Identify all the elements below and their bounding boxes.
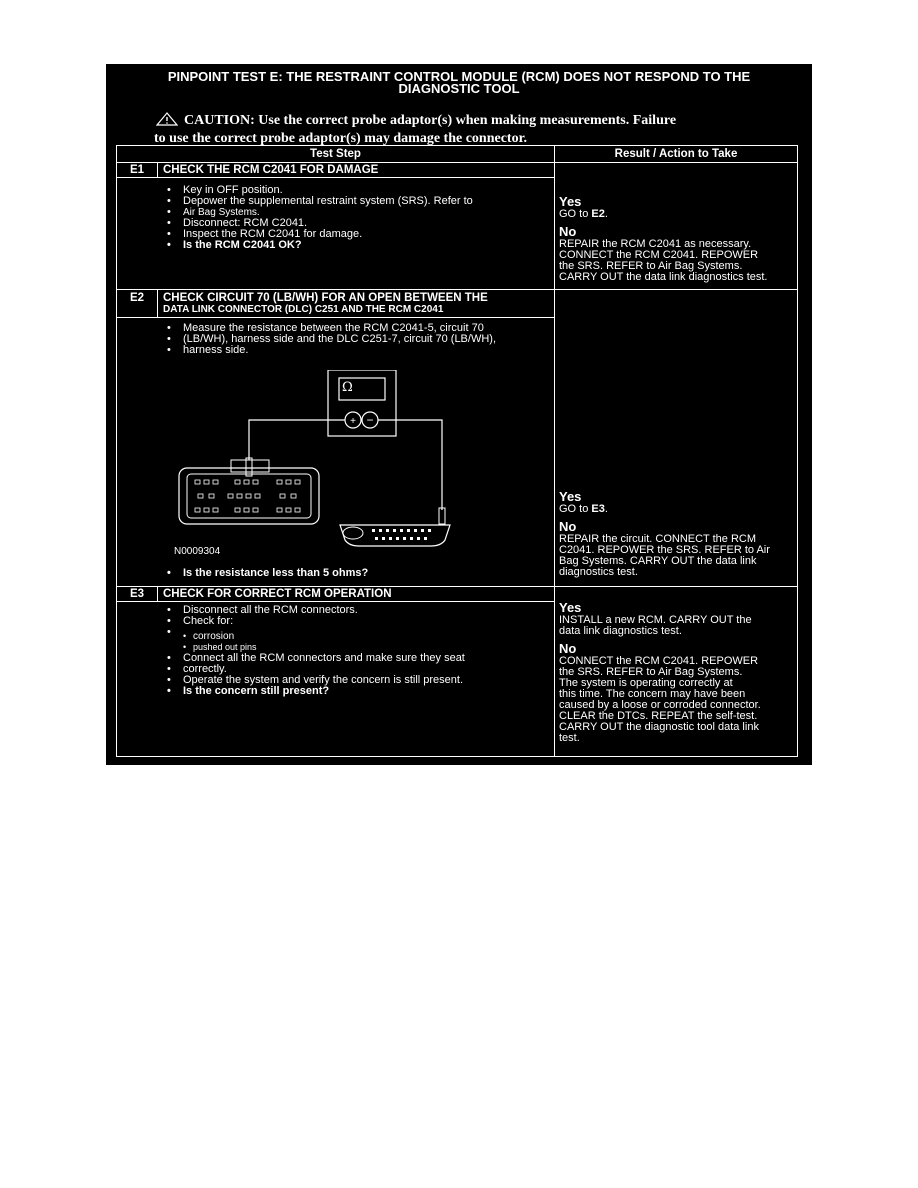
result-e1-no-label: No [559,224,577,239]
result-e2-no-line: diagnostics test. [559,566,638,578]
result-e3-no-label: No [559,641,577,656]
result-e2-yes-text: GO to [559,503,592,515]
result-e3-no-line: test. [559,732,580,744]
svg-text:+: + [350,416,356,427]
step-e3-item: • Check for: [159,616,465,627]
result-e3-no-line: CONNECT the RCM C2041. REPOWER [559,655,759,667]
result-e2-yes-label: Yes [559,489,582,504]
result-e1-no-line: REPAIR the RCM C2041 as necessary. [559,238,752,250]
step-title-e3: CHECK FOR CORRECT RCM OPERATION [157,586,555,602]
result-e3-no-line: CARRY OUT the diagnostic tool data link [559,721,759,733]
step-e3-subitem: • • corrosion [183,631,465,642]
svg-text:−: − [366,413,374,427]
step-e1-question: • Is the RCM C2041 OK? [159,240,473,251]
caution-line2: to use the correct probe adaptor(s) may damage the connector. [154,131,528,146]
step-e1-item: • Depower the supplemental restraint system (SRS). Refer to [159,196,473,207]
result-e1-no-line: CONNECT the RCM C2041. REPOWER [559,249,759,261]
result-e3-yes-line: INSTALL a new RCM. CARRY OUT the [559,614,752,626]
result-e1: Yes GO to E2. No REPAIR the RCM C2041 as necessary. CONNECT the RCM C2041. REPOWER the SRS. REFER to Air Bag Systems. CARRY OUT the data link diagnostics test. [554,162,798,290]
step-id-e2: E2 [116,289,158,318]
test-title-line2: DIAGNOSTIC TOOL [398,81,520,96]
step-e1-item: • Key in OFF position. [159,185,473,196]
result-e3-no-line: this time. The concern may have been [559,688,746,700]
step-body-e1 [116,177,555,290]
step-id-e1: E1 [116,162,158,178]
result-e2-goto: E3 [591,503,605,515]
step-e3-item: • Operate the system and verify the concern is still present. [159,675,465,686]
result-e2: Yes GO to E3. No REPAIR the circuit. CONNECT the RCM C2041. REPOWER the SRS. REFER to Air Bag Systems. CARRY OUT the data link diagnostics test. [554,289,798,587]
col-result-label: Result / Action to Take [614,148,738,160]
result-e3-no-line: the SRS. REFER to Air Bag Systems. [559,666,743,678]
pinpoint-test-sheet [106,64,812,765]
step-e1-item: • Disconnect: RCM C2041. [159,218,473,229]
result-e2-no-line: REPAIR the circuit. CONNECT the RCM [559,533,757,545]
step-body-e3 [116,601,555,757]
result-e2-no-line: C2041. REPOWER the SRS. REFER to Air [559,544,770,556]
step-e1-item-cont: • Air Bag Systems. [159,207,473,218]
result-e2-no-label: No [559,519,577,534]
step-title-e1: CHECK THE RCM C2041 FOR DAMAGE [157,162,555,178]
step-body-e2 [116,317,555,587]
result-e3-no-line: The system is operating correctly at [559,677,733,689]
test-table [116,145,798,757]
result-e3-yes-label: Yes [559,600,582,615]
result-e3-no-line: CLEAR the DTCs. REPEAT the self-test. [559,710,758,722]
step-e2-item-cont: • (LB/WH), harness side and the DLC C251-7, circuit 70 (LB/WH), [159,334,496,345]
caution-triangle-icon [156,112,178,131]
col-test-step-header [116,145,555,163]
caution-line1: CAUTION: Use the correct probe adaptor(s) when making measurements. Failure [184,113,677,128]
result-e3-yes-line: data link diagnostics test. [559,625,682,637]
result-e2-no-line: Bag Systems. CARRY OUT the data link [559,555,757,567]
result-e1-yes-label: Yes [559,194,582,209]
step-e3-item: • Disconnect all the RCM connectors. [159,605,465,616]
col-result-header [554,145,798,163]
result-e1-yes-text: GO to [559,208,592,220]
step-title-e2: CHECK CIRCUIT 70 (LB/WH) FOR AN OPEN BETWEEN THE DATA LINK CONNECTOR (DLC) C251 AND THE RCM C2041 [157,289,555,318]
step-e3-question: • Is the concern still present? [159,686,465,697]
col-test-step-label: Test Step [310,148,361,160]
result-e3-no-line: caused by a loose or corroded connector. [559,699,761,711]
result-e1-goto: E2 [591,208,605,220]
result-e3 [554,586,798,757]
step-e2-question: • Is the resistance less than 5 ohms? [159,568,368,579]
caution-note [156,112,796,147]
circuit-diagram [167,370,457,570]
step-e2-item-cont: • harness side. [159,345,496,356]
step-id-e3: E3 [116,586,158,602]
meter-ohm-symbol: Ω [342,380,353,395]
step-e3-item: • Connect all the RCM connectors and make sure they seat [159,653,465,664]
step-e3-sublist [159,627,465,653]
result-e1-no-line: the SRS. REFER to Air Bag Systems. [559,260,743,272]
step-e1-item: • Inspect the RCM C2041 for damage. [159,229,473,240]
step-e3-item-cont: • correctly. [159,664,465,675]
figure-id: N0009304 [174,546,221,557]
test-title-line1: PINPOINT TEST E: THE RESTRAINT CONTROL MODULE (RCM) DOES NOT RESPOND TO THE [167,69,751,84]
step-e2-item: • Measure the resistance between the RCM C2041-5, circuit 70 [159,323,496,334]
result-e1-no-line: CARRY OUT the data link diagnostics test. [559,271,768,283]
step-e3-subitem: • pushed out pins [183,642,465,653]
